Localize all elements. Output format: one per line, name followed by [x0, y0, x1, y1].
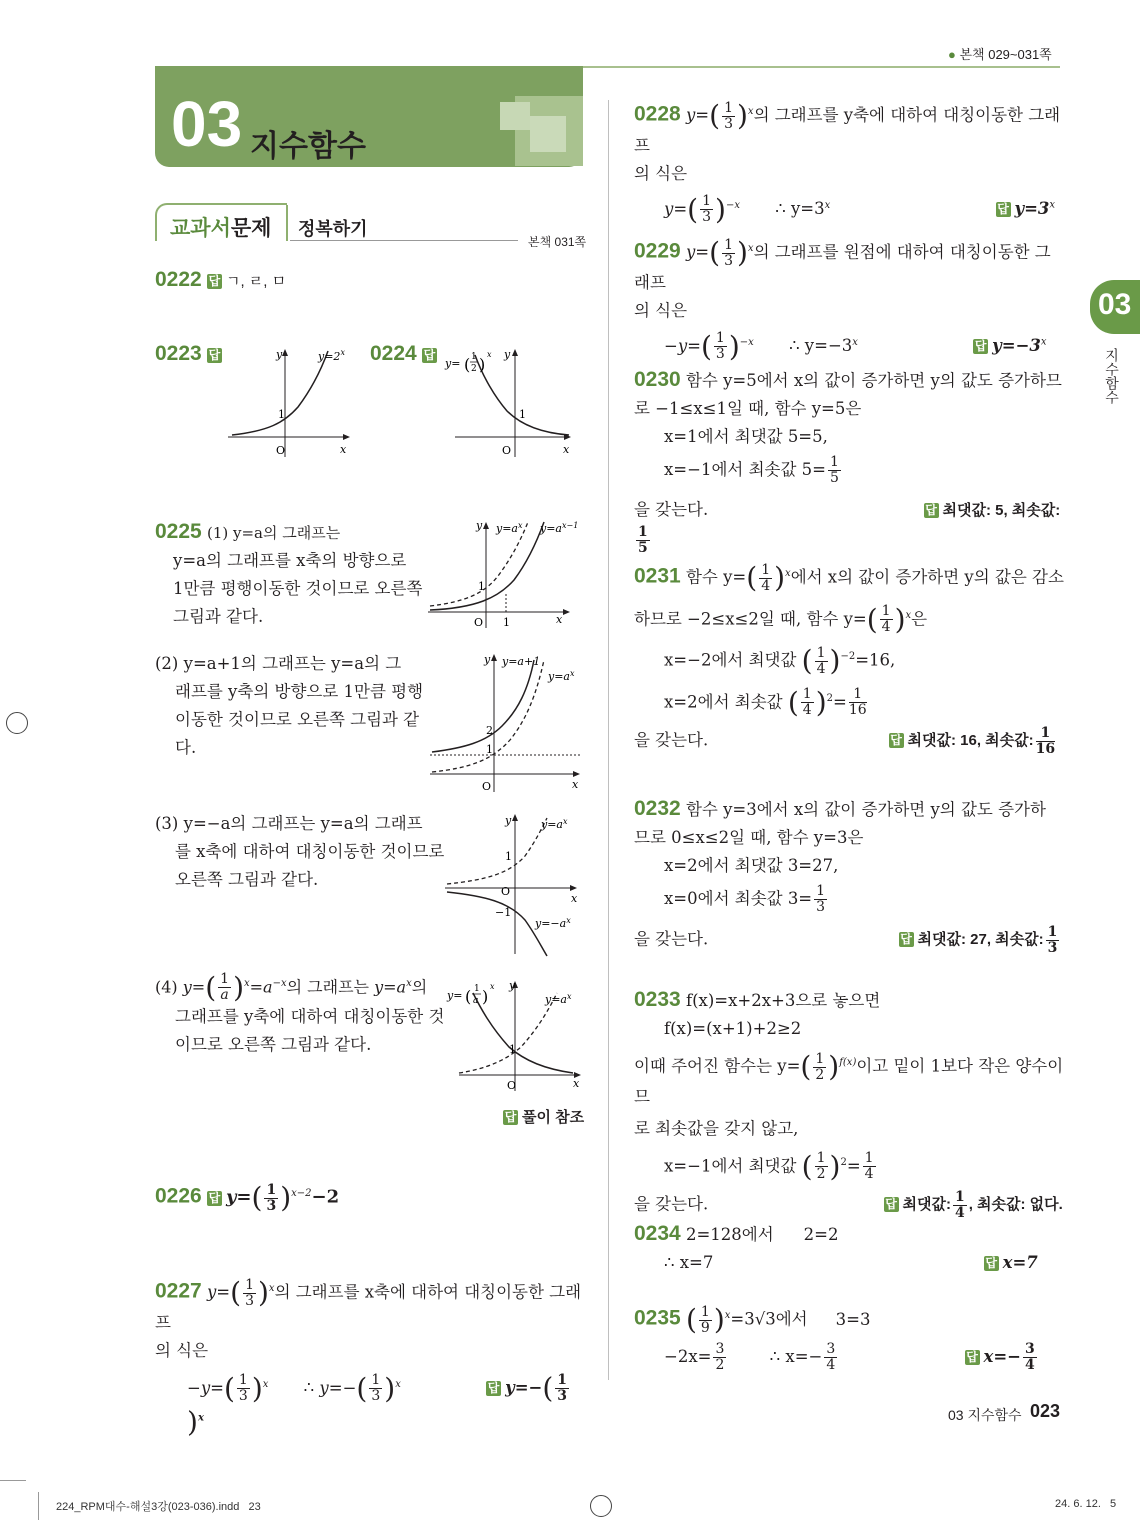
- svg-text:): ): [479, 355, 486, 374]
- svg-text:1: 1: [503, 616, 510, 629]
- svg-text:O: O: [507, 1079, 517, 1092]
- svg-text:y=ax−1: $y=a^{x-1}$: [540, 521, 579, 535]
- svg-text:y=: y=: [445, 357, 461, 370]
- registration-mark-left: [6, 712, 28, 734]
- answer-icon: 답: [997, 202, 1009, 216]
- column-divider: [608, 100, 609, 1380]
- svg-text:x: x: [563, 443, 570, 456]
- section-page-ref: 본책 031쪽: [528, 235, 587, 249]
- svg-text:y=2x: $y=2^x$: [318, 348, 345, 363]
- graph-0225-1: [428, 518, 586, 630]
- section-subtitle: 정복하기: [298, 219, 368, 239]
- answer-icon: 답: [208, 1190, 221, 1205]
- graph-0225-4: [445, 975, 585, 1095]
- svg-text:O: O: [502, 444, 512, 457]
- svg-text:−1: −1: [495, 906, 512, 919]
- answer-0225: 답 풀이 참조: [504, 1109, 585, 1126]
- section-title: 교과서문제: [170, 217, 272, 240]
- problem-0235: 0235 ( $\frac{1}{9}$ )$^x$=3√3에서 3=3 −2x= $\frac{3}{2}$ ∴ x=− $\frac{3}{4}$ 답 x=− $\frac{3}{4}$: [634, 1303, 1035, 1373]
- svg-text:x: x: [573, 1077, 580, 1090]
- answer-icon: 답: [885, 1197, 897, 1212]
- registration-mark-bottom: [590, 1495, 612, 1517]
- problem-0222: 0222 답 ㄱ, ㄹ, ㅁ: [155, 268, 287, 291]
- svg-text:y: y: [276, 348, 283, 361]
- answer-icon: 답: [423, 348, 436, 362]
- graph-0225-2: [430, 650, 588, 795]
- svg-text:y: y: [505, 814, 512, 827]
- section-underline: [290, 240, 518, 241]
- answer-icon: 답: [208, 274, 221, 288]
- svg-text:a: a: [473, 996, 479, 1006]
- header-rule: [582, 66, 1060, 68]
- book-ref: ● 본책 029~031쪽: [948, 47, 1052, 62]
- svg-text:1: 1: [486, 743, 493, 756]
- svg-text:2: 2: [471, 364, 477, 374]
- svg-text:y=ax: $y=a^x$: [545, 992, 572, 1006]
- svg-text:1: 1: [478, 580, 485, 593]
- problem-0224: 0224 답: [370, 342, 436, 365]
- crop-line: [38, 1492, 39, 1520]
- graph-0223: [228, 345, 358, 460]
- footer-date: 24. 6. 12. 5: [1055, 1498, 1117, 1510]
- graph-0225-3: [445, 812, 585, 957]
- answer-icon: 답: [504, 1110, 517, 1124]
- svg-text:(: (: [465, 987, 472, 1006]
- problem-0226: 0226 답 y=( $\frac{1}{3}$ )$^{x-2}$−2: [155, 1181, 340, 1214]
- svg-text:1: 1: [278, 408, 285, 421]
- chapter-number: 03: [171, 88, 243, 160]
- svg-text:1: 1: [474, 984, 480, 994]
- side-tab-number: 03: [1098, 288, 1132, 321]
- svg-text:y=ax: $y=a^x$: [541, 817, 568, 831]
- svg-text:x: x: [571, 892, 578, 905]
- problem-0231: 0231 함수 y=( $\frac{1}{4}$ )$^x$에서 x의 값이 증가하면 y의 값은 감소 하므로 −2≤x≤2일 때, 함수 y=( $\frac{1}{4}$ )$^x$은 x=−2에서 최댓값 ( $\frac{1}{4}$ )$^{-2}$=16, x=2에서 최솟값 ( $\frac{1}{4}$ )$^2$= $\frac{1}{16}$ 을 갖는다. 답 최댓값: 16, 최솟값: $\frac{1}{16}$: [634, 561, 1064, 757]
- svg-text:O: O: [276, 444, 286, 457]
- problem-0233: 0233 f(x)=x+2x+3으로 놓으면 f(x)=(x+1)+2≥2 이때 주어진 함수는 y=( $\frac{1}{2}$ )$^{f(x)}$이고 밑이 1보다 작은 양수이므 로 최솟값을 갖지 않고, x=−1에서 최댓값 ( $\frac{1}{2}$ )$^2$= $\frac{1}{4}$ 을 갖는다. 답 최댓값: $\frac{1}{4}$ , 최솟값: 없다.: [634, 988, 1064, 1221]
- svg-text:x: x: [490, 982, 495, 991]
- answer-icon: 답: [208, 348, 221, 362]
- chapter-banner: [155, 66, 583, 167]
- problem-0232: 0232 함수 y=3에서 x의 값이 증가하면 y의 값도 증가하 므로 0≤x≤2일 때, 함수 y=3은 x=2에서 최댓값 3=27, x=0에서 최솟값 3= $\frac{1}{3}$ 을 갖는다. 답 최댓값: 27, 최솟값: $\frac{1}{3}$: [634, 797, 1058, 956]
- svg-text:O: O: [482, 780, 492, 793]
- svg-text:1: 1: [505, 850, 512, 863]
- problem-0225-part4: (4) y=( $\frac{1}{a}$ )$^x=a^{-x}$의 그래프는 $y=a^x$의 그래프를 y축에 대하여 대칭이동한 것 이므로 오른쪽 그림과 같다.: [155, 970, 445, 1055]
- svg-text:y=: y=: [447, 989, 463, 1002]
- svg-text:y: y: [509, 979, 516, 992]
- svg-text:y=a+1: y=a+1: [502, 655, 541, 668]
- answer-icon: 답: [487, 1381, 500, 1395]
- problem-0225-part3: (3) y=−a의 그래프는 y=a의 그래프 를 x축에 대하여 대칭이동한 것이므로 오른쪽 그림과 같다.: [155, 814, 445, 889]
- problem-0228: 0228 y=( $\frac{1}{3}$ )$^x$의 그래프를 y축에 대하여 대칭이동한 그래프 의 식은 y=( $\frac{1}{3}$ )$^{-x}$ ∴ $y=3^x$ 답 $y=3^x$: [634, 99, 1061, 226]
- svg-text:(: (: [464, 355, 471, 374]
- banner-deco: [500, 102, 530, 130]
- crop-line: [0, 1480, 26, 1481]
- answer-icon: 답: [890, 733, 902, 748]
- svg-text:x: x: [487, 350, 492, 359]
- problem-0225-part1: 0225 (1) y=a의 그래프는 y=a의 그래프를 x축의 방향으로 1만큼 평행이동한 것이므로 오른쪽 그림과 같다.: [155, 520, 423, 626]
- svg-text:1: 1: [519, 408, 526, 421]
- svg-text:y: y: [476, 519, 483, 532]
- svg-text:x: x: [572, 778, 579, 791]
- answer-icon: 답: [925, 503, 937, 517]
- problem-0229: 0229 y=( $\frac{1}{3}$ )$^x$의 그래프를 원점에 대하여 대칭이동한 그래프 의 식은 −y=( $\frac{1}{3}$ )$^{-x}$ ∴ $y=-3^x$ 답 $y=-3^x$: [634, 236, 1051, 363]
- svg-text:y=−ax: $y=-a^x$: [535, 916, 571, 930]
- svg-text:): ): [482, 987, 489, 1006]
- svg-text:x: x: [556, 613, 563, 626]
- side-tab-title: 지수함수: [1104, 348, 1120, 404]
- svg-text:y: y: [484, 653, 491, 666]
- svg-text:y=ax: $y=a^x$: [496, 521, 523, 535]
- problem-0230: 0230 함수 y=5에서 x의 값이 증가하면 y의 값도 증가하므 로 −1≤x≤1일 때, 함수 y=5은 x=1에서 최댓값 5=5, x=−1에서 최솟값 5= $\frac{1}{5}$ 을 갖는다. 답 최댓값: 5, 최솟값: $\frac{1}{5}$: [634, 368, 1062, 556]
- svg-text:y: y: [504, 348, 511, 361]
- bullet-icon: ●: [948, 47, 956, 62]
- svg-text:O: O: [474, 616, 484, 629]
- problem-0223: 0223 답: [155, 342, 221, 365]
- svg-text:1: 1: [509, 1043, 516, 1056]
- svg-text:x: x: [340, 443, 347, 456]
- footer-chapter: 03 지수함수: [948, 1407, 1022, 1423]
- graph-0224: [445, 345, 575, 460]
- answer-icon: 답: [966, 1349, 978, 1364]
- chapter-title: 지수함수: [250, 130, 366, 163]
- answer-icon: 답: [900, 932, 912, 947]
- answer-icon: 답: [974, 339, 987, 353]
- svg-text:1: 1: [471, 352, 477, 362]
- svg-text:O: O: [501, 885, 511, 898]
- answer-icon: 답: [985, 1256, 997, 1270]
- problem-0225-part2: (2) y=a+1의 그래프는 y=a의 그 래프를 y축의 방향으로 1만큼 평행 이동한 것이므로 오른쪽 그림과 같 다.: [155, 654, 424, 757]
- section-sep: [286, 205, 288, 241]
- problem-0227: 0227 y=( $\frac{1}{3}$ )$^x$의 그래프를 x축에 대하여 대칭이동한 그래프 의 식은 −y=( $\frac{1}{3}$ )$^x$ ∴ y=−( $\frac{1}{3}$ )$^x$ 답 y=−( $\frac{1}{3}$ )$^x$: [155, 1276, 582, 1438]
- footer-file: 224_RPM대수-해설3강(023-036).indd 23: [56, 1501, 261, 1513]
- page-number: 023: [1030, 1401, 1061, 1421]
- problem-0234: 0234 2=128에서 2=2 ∴ x=7 답 x=7: [634, 1222, 1038, 1272]
- svg-text:y=ax: $y=a^x$: [548, 669, 575, 683]
- banner-deco: [530, 116, 566, 152]
- svg-text:2: 2: [486, 724, 493, 737]
